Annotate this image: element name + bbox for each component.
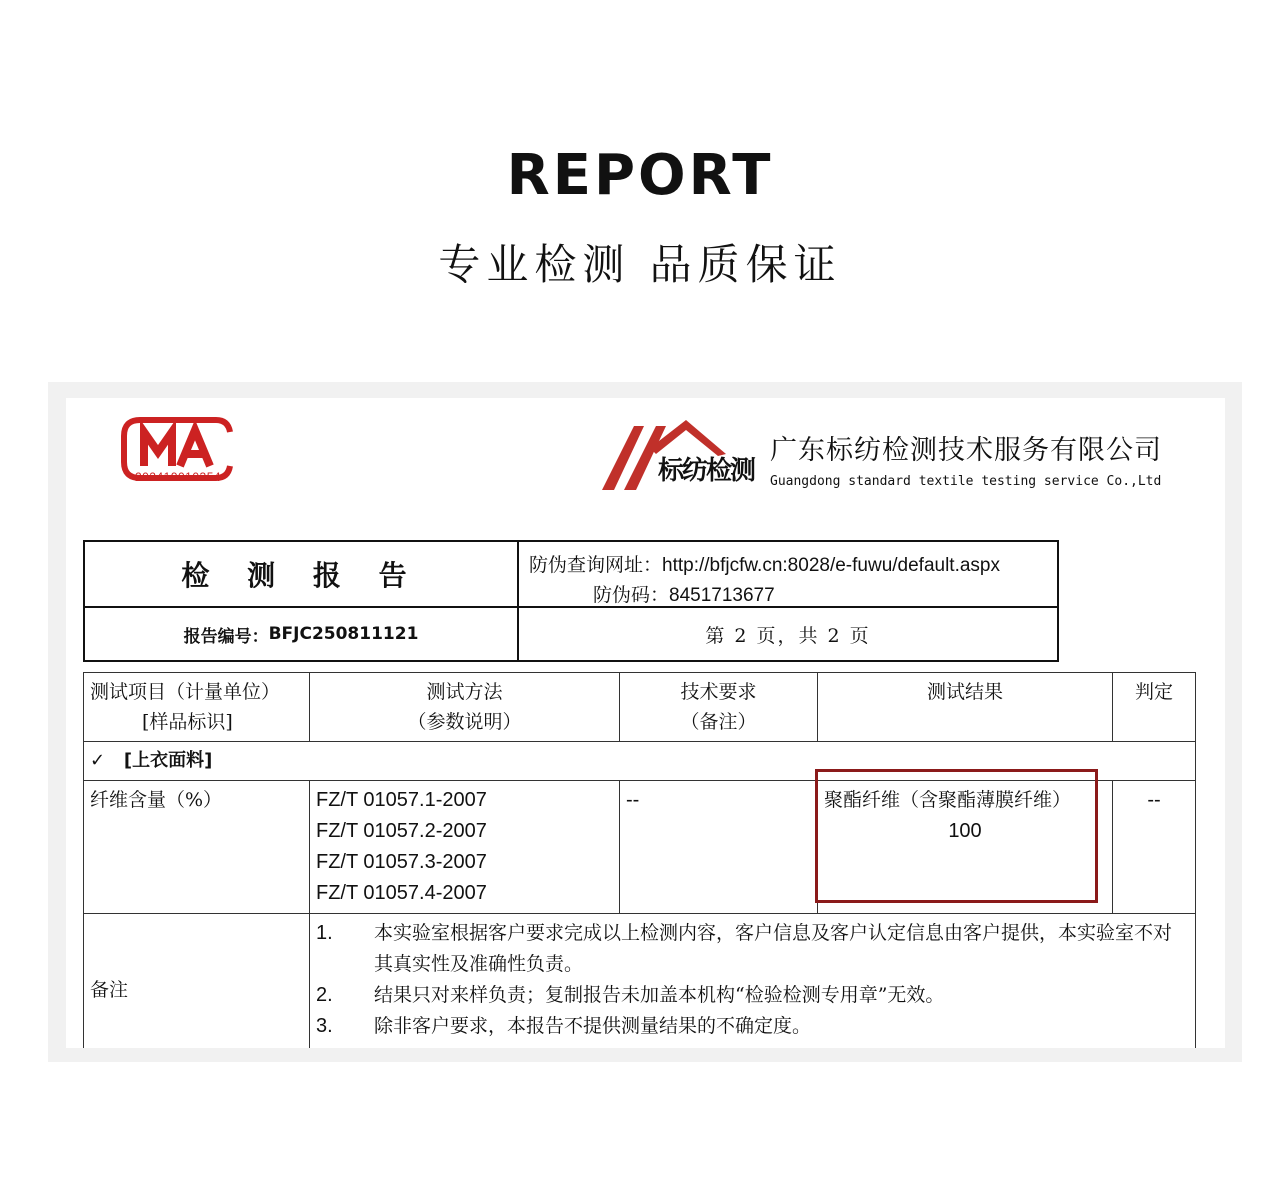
note-item: 3. 除非客户要求，本报告不提供测量结果的不确定度。: [316, 1015, 812, 1037]
query-label: 防伪查询网址：: [529, 554, 663, 576]
fiber-result: [818, 781, 1113, 914]
code-label: 防伪码：: [593, 584, 670, 606]
fiber-requirement: --: [620, 781, 818, 914]
report-number-value: BFJC250811121: [268, 624, 419, 644]
company-name-en: Guangdong standard textile testing service Co.,Ltd: [770, 474, 1162, 489]
notes-row: [84, 914, 1196, 1049]
notes-content: [310, 914, 1196, 1049]
table-row: [84, 781, 1196, 914]
fiber-result-name: 聚酯纤维（含聚酯薄膜纤维）: [824, 789, 1072, 811]
fiber-verdict: --: [1113, 781, 1196, 914]
report-title: 检 测 报 告: [83, 540, 519, 608]
hero-title: REPORT: [506, 143, 774, 208]
header-result: 测试结果: [818, 673, 1113, 742]
anti-fake-box: [517, 540, 1059, 608]
header-method: 测试方法 （参数说明）: [310, 673, 620, 742]
notes-label: 备注: [84, 914, 310, 1049]
header-item: 测试项目（计量单位） [样品标识]: [84, 673, 310, 742]
cma-number: 202419010354: [134, 470, 222, 484]
hero-subtitle: 专业检测 品质保证: [438, 240, 842, 289]
check-icon: ✓: [90, 750, 106, 771]
fiber-result-value: 100: [948, 820, 982, 842]
company-name-cn: 广东标纺检测技术服务有限公司: [770, 435, 1162, 466]
report-number-label: 报告编号：: [183, 626, 269, 647]
code-value: 8451713677: [669, 585, 775, 606]
section-row: [84, 742, 1196, 781]
section-label: ✓ [上衣面料]: [84, 742, 1196, 781]
fiber-methods: FZ/T 01057.1-2007 FZ/T 01057.2-2007 FZ/T 01057.3-2007 FZ/T 01057.4-2007: [310, 781, 620, 914]
header-verdict: 判定: [1113, 673, 1196, 742]
company-logo-text: 标纺检测: [658, 456, 755, 486]
query-line: [529, 550, 1000, 577]
page-info: 第 2 页，共 2 页: [517, 606, 1059, 662]
note-item: 2. 结果只对来样负责；复制报告未加盖本机构“检验检测专用章”无效。: [316, 984, 945, 1006]
table-header-row: [84, 673, 1196, 742]
query-url: http://bfjcfw.cn:8028/e-fuwu/default.aspx: [662, 555, 1000, 576]
report-paper: [66, 398, 1225, 1048]
results-table: [83, 672, 1196, 1048]
report-number: [83, 606, 519, 662]
header-requirement: 技术要求 （备注）: [620, 673, 818, 742]
note-item: 1. 本实验室根据客户要求完成以上检测内容，客户信息及客户认定信息由客户提供，本实验室不对其真实性及准确性负责。: [316, 922, 1173, 975]
fiber-item: 纤维含量（%）: [84, 781, 310, 914]
code-line: [593, 580, 775, 607]
